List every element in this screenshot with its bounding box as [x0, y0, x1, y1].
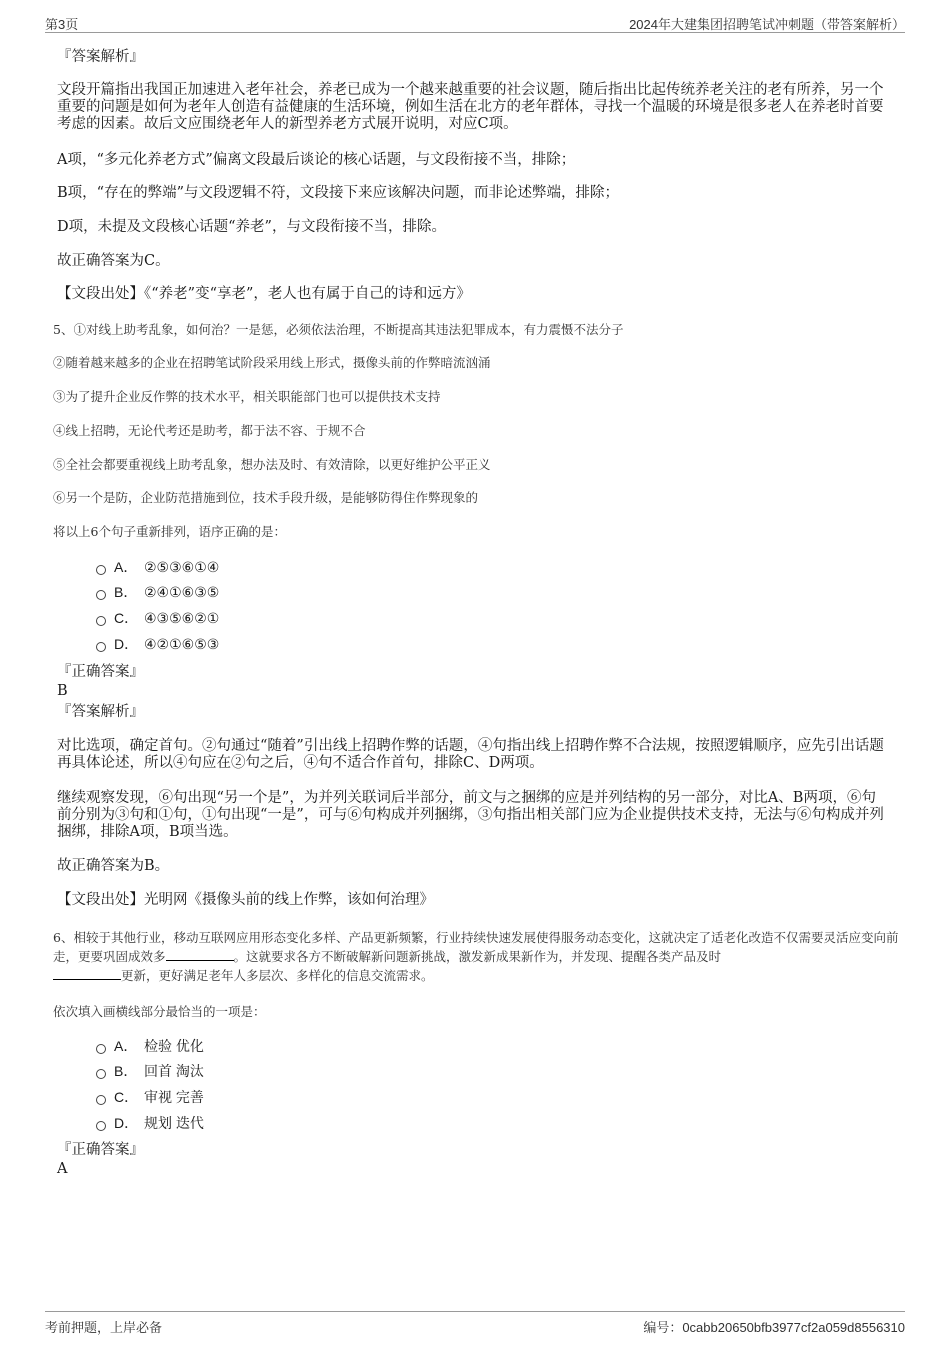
question-5-sentence-6: ⑥另一个是防，企业防范措施到位，技术手段升级，是能够防得住作弊现象的	[53, 490, 479, 505]
correct-answer: B	[57, 683, 68, 699]
question-5-option-a[interactable]: A． ②⑤③⑥①④	[96, 557, 219, 577]
question-5-sentence-3: ③为了提升企业反作弊的技术水平，相关职能部门也可以提供技术支持	[53, 389, 441, 404]
document-id: 编号：0cabb20650bfb3977cf2a059d8556310	[643, 1320, 905, 1335]
radio-button[interactable]	[96, 1095, 106, 1105]
question-6-prompt: 依次填入画横线部分最恰当的一项是：	[53, 1004, 266, 1019]
radio-button[interactable]	[96, 1044, 106, 1054]
radio-button[interactable]	[96, 1121, 106, 1131]
correct-answer-label: 『正确答案』	[57, 1142, 144, 1158]
question-6-option-d[interactable]: D． 规划 迭代	[96, 1113, 204, 1133]
question-5-option-c[interactable]: C． ④③⑤⑥②①	[96, 608, 219, 628]
radio-button[interactable]	[96, 642, 106, 652]
question-5-option-d[interactable]: D． ④②①⑥⑤③	[96, 634, 219, 654]
page-number: 第3页	[45, 17, 79, 32]
question-5-prompt: 将以上6个句子重新排列，语序正确的是：	[53, 524, 286, 539]
analysis-label: 『答案解析』	[57, 704, 144, 720]
analysis-conclusion: 故正确答案为C。	[57, 253, 170, 269]
analysis-option-b: B项，“存在的弊端”与文段逻辑不符，文段接下来应该解决问题，而非论述弊端，排除；	[57, 185, 619, 201]
question-5-stem: 5、①对线上助考乱象，如何治？一是惩，必须依法治理，不断提高其违法犯罪成本，有力震慑不法分子	[53, 322, 624, 337]
analysis-paragraph: 继续观察发现，⑥句出现“另一个是”，为并列关联词后半部分，前文与之捆绑的应是并列结构的另一部分，对比A、B两项，⑥句前分别为③句和①句，①句出现“一是”，可与⑥句构成并列捆绑，③句指出相关部门应为企业提供技术支持，无法与⑥句构成并列捆绑，排除A项，B项当选。	[57, 790, 884, 840]
analysis-paragraph: 文段开篇指出我国正加速进入老年社会，养老已成为一个越来越重要的社会议题，随后指出比起传统养老关注的老有所养，另一个重要的问题是如何为老年人创造有益健康的生活环境，例如生活在北方的老年群体，寻找一个温暖的环境是很多老人在养老时首要考虑的因素。故后文应围绕老年人的新型养老方式展开说明，对应C项。	[57, 82, 884, 132]
question-6-option-a[interactable]: A． 检验 优化	[96, 1036, 204, 1056]
footer-slogan: 考前押题，上岸必备	[45, 1320, 163, 1335]
analysis-conclusion: 故正确答案为B。	[57, 858, 170, 874]
question-6-stem: 6、相较于其他行业，移动互联网应用形态变化多样、产品更新频繁，行业持续快速发展使得服务动态变化，这就决定了适老化改造不仅需要灵活应变向前走，更要巩固成效多 。这就要求各方不断破解新问题新挑战，激发新成果新作为，并发现、提醒各类产品及时 更新，更好满足老年人多层次、多样化的信息交流需求。	[53, 930, 899, 983]
analysis-paragraph: 对比选项，确定首句。②句通过“随着”引出线上招聘作弊的话题，④句指出线上招聘作弊不合法规，按照逻辑顺序，应先引出话题再具体论述，所以④句应在②句之后，④句不适合作首句，排除C、D两项。	[57, 738, 884, 771]
radio-button[interactable]	[96, 1069, 106, 1079]
analysis-option-a: A项，“多元化养老方式”偏离文段最后谈论的核心话题，与文段衔接不当，排除；	[57, 152, 576, 168]
document-title: 2024年大建集团招聘笔试冲刺题（带答案解析）	[629, 17, 905, 32]
question-5-sentence-4: ④线上招聘，无论代考还是助考，都于法不容、于规不合	[53, 423, 366, 438]
question-6-option-c[interactable]: C． 审视 完善	[96, 1087, 204, 1107]
page-footer	[45, 1311, 905, 1338]
fill-blank	[166, 948, 234, 961]
question-5-option-b[interactable]: B． ②④①⑥③⑤	[96, 582, 219, 602]
analysis-option-d: D项，未提及文段核心话题“养老”，与文段衔接不当，排除。	[57, 219, 446, 235]
question-6-option-b[interactable]: B． 回首 淘汰	[96, 1061, 204, 1081]
question-5-sentence-2: ②随着越来越多的企业在招聘笔试阶段采用线上形式，摄像头前的作弊暗流汹涌	[53, 355, 491, 370]
correct-answer-label: 『正确答案』	[57, 664, 144, 680]
analysis-label: 『答案解析』	[57, 49, 144, 65]
fill-blank	[53, 967, 121, 980]
correct-answer: A	[57, 1161, 68, 1177]
radio-button[interactable]	[96, 616, 106, 626]
question-5-sentence-5: ⑤全社会都要重视线上助考乱象，想办法及时、有效清除，以更好维护公平正义	[53, 457, 491, 472]
radio-button[interactable]	[96, 590, 106, 600]
page-header	[45, 12, 905, 33]
passage-source: 【文段出处】《“养老”变“享老”，老人也有属于自己的诗和远方》	[57, 286, 471, 302]
radio-button[interactable]	[96, 565, 106, 575]
passage-source: 【文段出处】光明网《摄像头前的线上作弊，该如何治理》	[57, 892, 434, 908]
